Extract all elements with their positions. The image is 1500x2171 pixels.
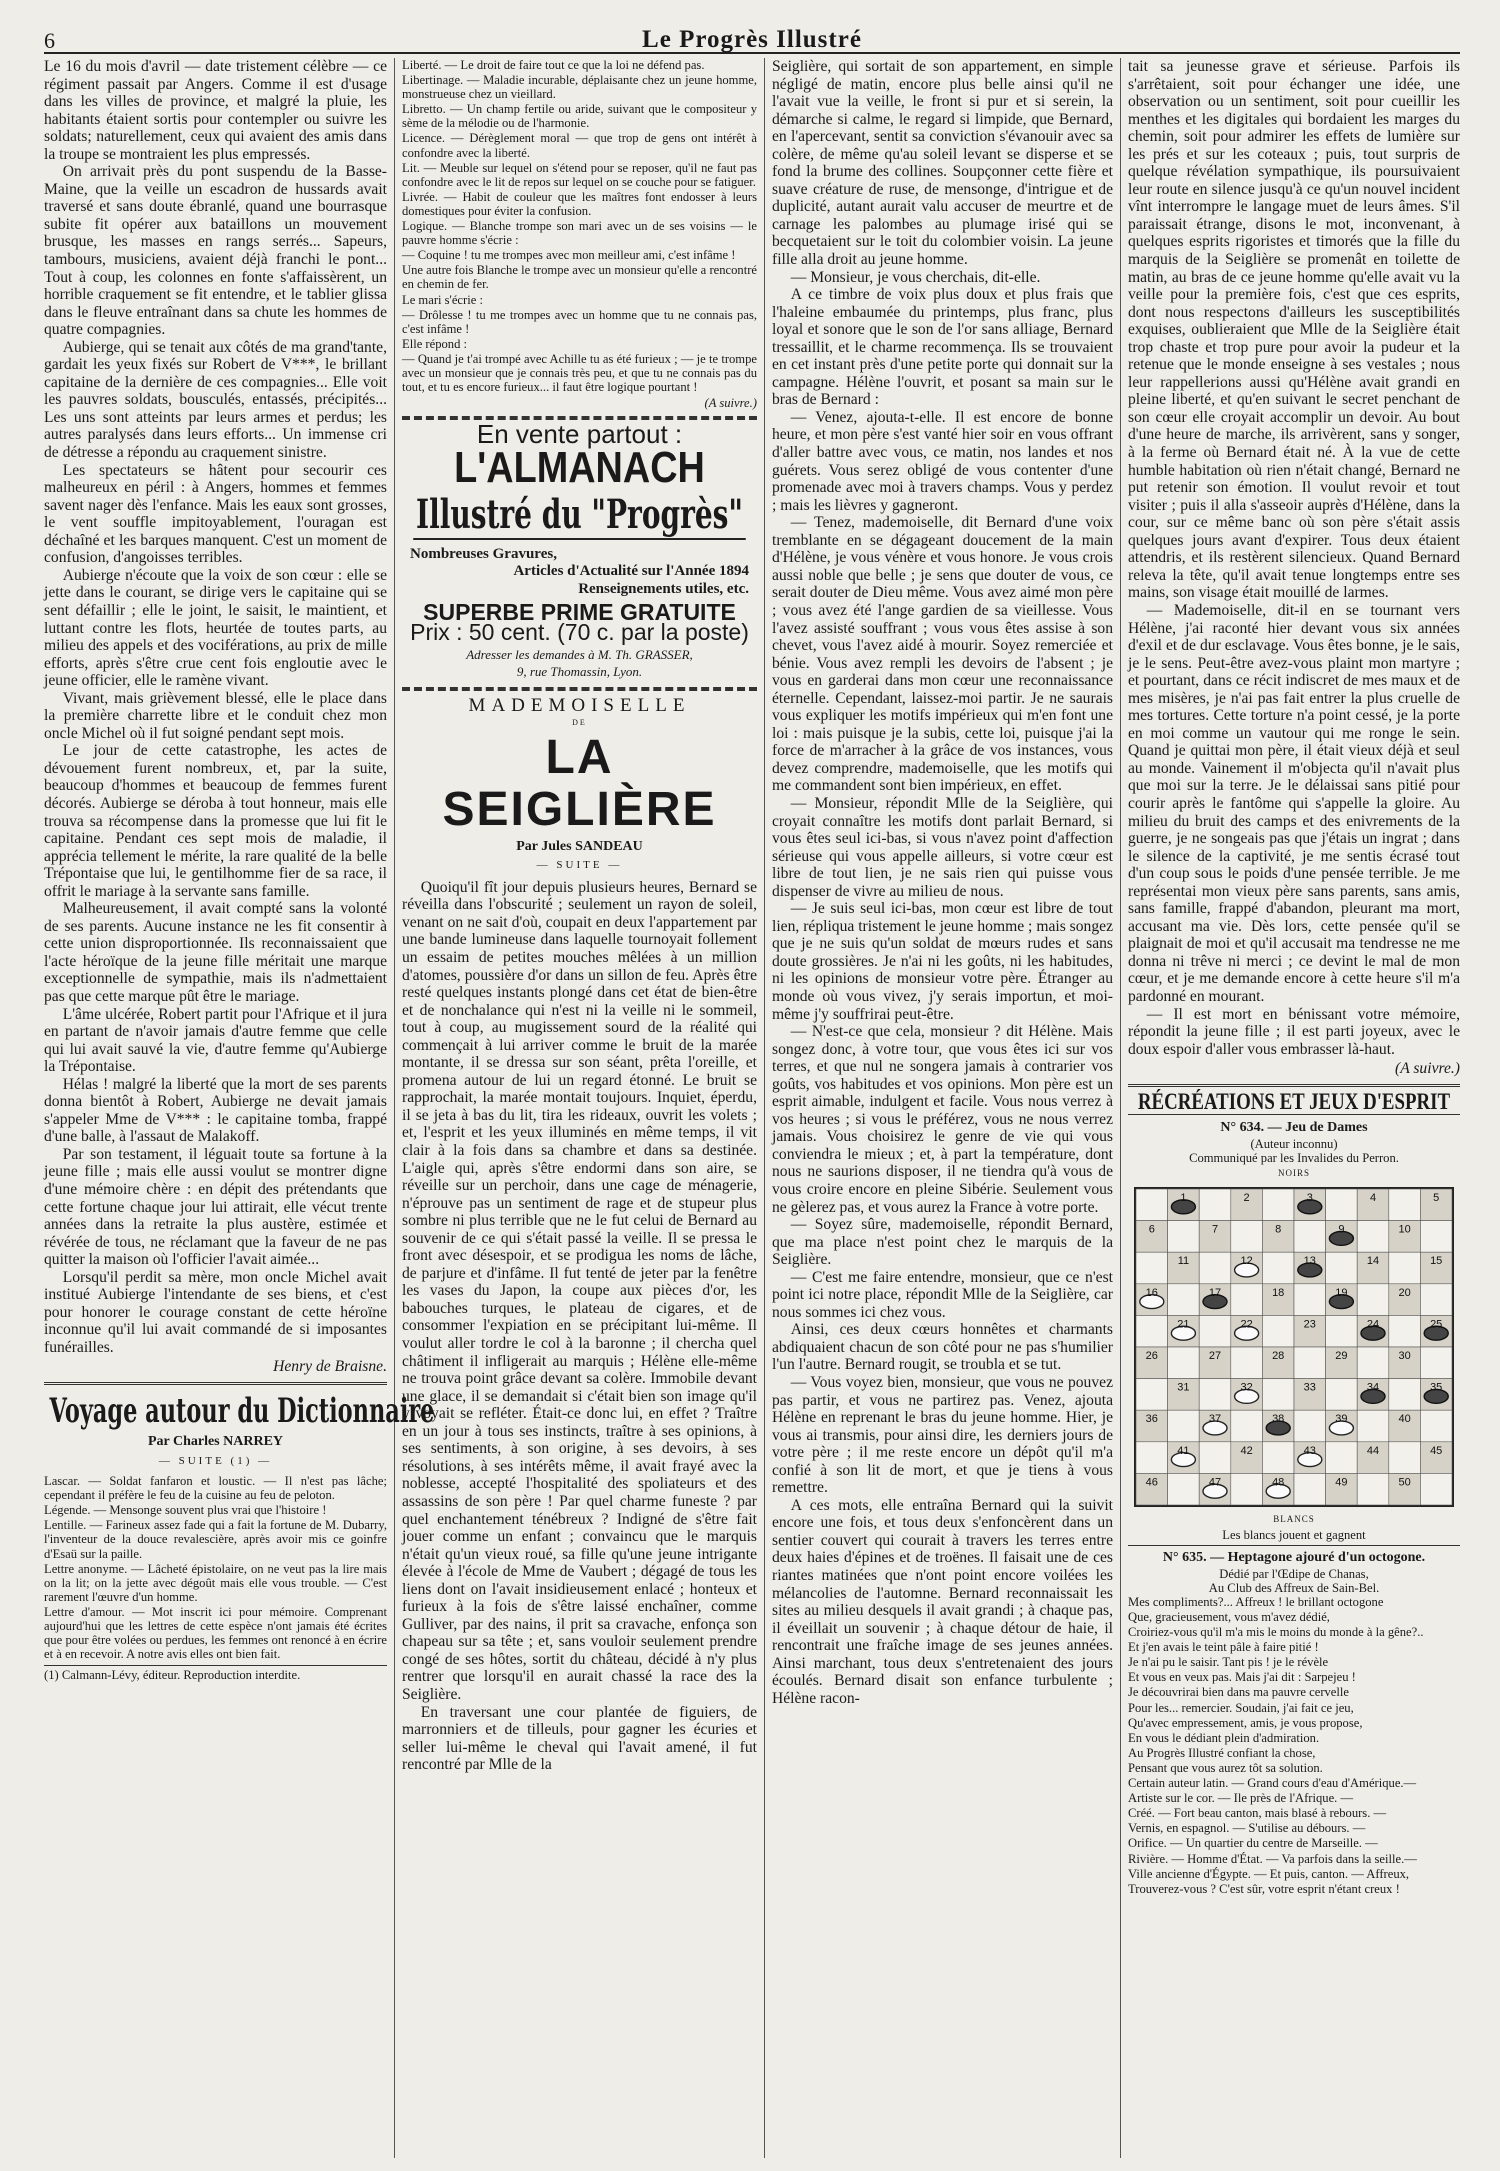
page-number: 6 [44,28,55,53]
poem-line: Et j'en avais le teint pâle à faire pitié ! [1128,1640,1319,1655]
square-number: 11 [1177,1254,1190,1267]
square-number: 24 [1366,1317,1380,1330]
light-square [1294,1220,1326,1252]
square-number: 25 [1430,1317,1443,1330]
poem-line: Pour les... remercier. Soudain, j'ai fait ce jeu, [1128,1700,1354,1715]
light-square [1199,1378,1231,1410]
dictionary-entry: Libretto. — Un champ fertile ou aride, suivant que le compositeur y sème de la mélodie ou de l'harmonie. [402,102,757,131]
paragraph: Les spectateurs se hâtent pour secourir ces malheureux en péril : à Angers, hommes et femmes savent nager dès l'enfance. Mais les eaux sont grosses, le vent souffle impitoyablement, l'ouragan est déchaîné et les barques manquent. C'est un moment de confusion, d'angoisses terribles. [44,461,387,567]
light-square [1231,1473,1263,1505]
ad-line: Nombreuses Gravures, [410,545,557,562]
square-number: 50 [1398,1475,1411,1488]
paragraph: Quoiqu'il fît jour depuis plusieurs heures, Bernard se réveilla dans l'obscurité ; seulement un rayon de soleil, venant on ne sait d'où, coupait en deux l'appartement par une bande lumineuse dans laquelle tournoyait follement un essaim de petites mouches mêlées à un million d'atomes, poussière d'or dans un sillon de feu. Après être resté quelques instants plongé dans cet état de bien-être et de nonchalance qui n'est ni la veille ni le sommeil, tout à coup, au mugissement sourd de la réalité qui commençait à lui arriver comme le bruit de la marée montante, il se dressa sur son séant, prêta l'oreille, et promena autour de lui un regard étonné. Le bruit se rapprochait, la marée montait toujours. Inquiet, éperdu, il se jeta à bas du lit, tira les rideaux, ouvrit les volets ; et, l'esprit et les yeux illuminés en même temps, il vit clair à la fois dans sa chambre et dans sa destinée. L'aigle qui, après s'être endormi dans son aire, se réveille sur un perchoir, dans une cage de ménagerie, n'éprouve pas un sentiment de rage et de stupeur plus sombre ni plus terrible que ne le fut celui de Bernard au souvenir de ce qui s'était passé la veille. Il se pressa le front avec désespoir, et se prodigua les noms de lâche, de parjure et d'infâme. Il fut tenté de jeter par la fenêtre les vases du Japon, la coupe aux pièces d'or, les babouches turques, le plateau de cigares, et de consommer l'expiation en se précipitant lui-même. Il voulut aller tordre le col à la baronne ; il chercha quel châtiment il infligerait au marquis ; Hélène elle-même ne trouva point grâce devant sa colère. Immobile devant une glace, il se demandait si c'était bien son image qu'il y voyait se refléter. Était-ce donc lui, en effet ? Traître en un jour à tous ses instincts, traître à ses opinions, à ses sentiments, à son origine, à ses devoirs, à ses résolutions, à ses intérêts même, il avait frayé avec la noblesse, accepté l'hospitalité des spoliateurs et des assassins de son père ! Par quel charme funeste ? par quel enchantement ténébreux ? Indigné de s'être fait jouer comme un enfant ; convaincu que le marquis n'était qu'un vieux roué, sa fille qu'une jeune intrigante élevée à l'école de Mme de Vaubert ; dégagé de tous les liens dont on l'avait insidieusement enlacé ; honteux et furieux à la fois de s'être laissé enchaîner, comme Gulliver, par des nains, il prit sa cravache, enfonça son chapeau sur sa tête ; et, sans vouloir seulement prendre congé de ses hôtes, sortit du château, décidé à n'y plus rentrer que lorsqu'il en aurait chassé la race des la Seiglière. [402,878,757,1703]
column-2 [394,58,764,2158]
light-square [1389,1189,1421,1221]
square-number: 31 [1177,1381,1190,1394]
light-square [1136,1378,1168,1410]
dictionary-entry: Légende. — Mensonge souvent plus vrai que l'histoire ! [44,1503,327,1518]
divider [402,687,757,691]
dictionary-entry: — Coquine ! tu me trompes avec mon meilleur ami, c'est infâme ! [402,248,736,263]
clue-line: Créé. — Fort beau canton, mais blasé à rebours. — [1128,1806,1387,1821]
square-number: 41 [1177,1444,1190,1457]
clue-line: Orifice. — Un quartier du centre de Marseille. — [1128,1836,1378,1851]
paragraph: Seiglière, qui sortait de son appartement, en simple négligé de matin, encore plus belle ainsi qu'il ne l'avait vue la veille, le front si pur et si serein, la démarche si calme, le regard si limpide, que Bernard, en l'apercevant, sentit sa conviction s'évanouir avec sa colère, de même qu'au soleil levant se disperse et se fond la brume des collines. Soupçonner cette fière et suave créature de ruse, de mensonge, d'intrigue et de duplicité, autant aurait valu accuser de meurtre et de carnage les palombes au plumage irisé qui se becquetaient sur le toit du colombier voisin. La jeune fille alla droit au jeune homme. [772,58,1113,269]
square-number: 7 [1211,1223,1219,1236]
light-square [1231,1347,1263,1379]
square-number: 17 [1208,1286,1222,1299]
square-number: 32 [1240,1381,1253,1394]
voyage-byline: Par Charles NARREY [147,1434,284,1450]
paragraph: Hélas ! malgré la liberté que la mort de ses parents donna bientôt à Robert, Aubierge ne devait jamais s'appeler Mme de V*** : le capitaine tomba, frappé d'une balle, à l'assaut de Malakoff. [44,1075,387,1146]
poem-line: Je n'ai pu le saisir. Tant pis ! je le révèle [1128,1655,1329,1670]
light-square [1420,1220,1452,1252]
poem-line: Mes compliments?... Affreux ! le brillant octogone [1128,1594,1384,1609]
paragraph: A ces mots, elle entraîna Bernard qui la suivit encore une fois, et tous deux s'enfoncèrent dans un sentier couvert qui courait à travers les terres entre deux haies d'épines et de troënes. Il faisait une de ces riantes matinées que n'ont point encore voilées les mélancolies de l'automne. Bernard reconnaissait les sites au milieu desquels il avait grandi ; à chaque pas, il éveillait un souvenir ; à chaque détour de haie, il rencontrait une fraîche image de ses jeunes années. Ainsi marchant, tous deux s'entretenaient des jours écoulés. Bernard disait son enfance turbulente ; Hélène racon- [772,1496,1113,1707]
page-header [44,26,1460,54]
light-square [1294,1410,1326,1442]
dictionary-entry: Lascar. — Soldat fanfaron et loustic. — Il n'est pas lâche; cependant il préfère le feu de la cuisine au feu de peloton. [44,1474,387,1503]
poem-line: Je découvrirai bien dans ma pauvre cervelle [1128,1685,1349,1700]
ad-headline: Illustré du "Progrès" [413,492,746,540]
divider [44,1665,387,1666]
square-number: 39 [1335,1412,1348,1425]
square-number: 5 [1433,1191,1440,1204]
square-number: 13 [1303,1254,1316,1267]
ad-address: Adresser les demandes à M. Th. GRASSER, [466,646,693,662]
clue-line: Artiste sur le cor. — Ile près de l'Afrique. — [1128,1791,1354,1806]
dictionary-entry: Lit. — Meuble sur lequel on s'étend pour se reposer, qu'il ne faut pas confondre avec le lit de repos sur lequel on se couche pour se fatiguer. [402,160,757,189]
square-number: 28 [1272,1349,1285,1362]
serial-mademoiselle: MADEMOISELLE [468,694,691,716]
light-square [1357,1410,1389,1442]
square-number: 45 [1430,1444,1443,1457]
light-square [1136,1315,1168,1347]
paragraph: — C'est me faire entendre, monsieur, que ce n'est point ici notre place, répondit Mlle de la Seiglière, car nous sommes ici chez vous. [772,1268,1113,1321]
square-number: 14 [1366,1254,1380,1267]
ad-price: Prix : 50 cent. (70 c. par la poste) [410,618,749,645]
square-number: 1 [1180,1191,1187,1204]
problem-634-title: N° 634. — Jeu de Dames [1220,1120,1368,1136]
story-braisne [44,58,387,1376]
square-number: 12 [1240,1254,1253,1267]
light-square [1420,1410,1452,1442]
square-number: 49 [1335,1475,1348,1488]
poem-line: Qu'avec empressement, amis, je vous propose, [1128,1715,1363,1730]
square-number: 44 [1366,1444,1380,1457]
light-square [1357,1473,1389,1505]
light-square [1168,1347,1200,1379]
voyage-suite: — SUITE (1) — [158,1454,273,1467]
square-number: 23 [1303,1317,1316,1330]
serial-de: DE [572,718,587,728]
paragraph: En traversant une cour plantée de figuiers, de marronniers et de tilleuls, pour gagner les écuries et seller lui-même le cheval qui l'avait amené, il fut rencontré par Mlle de la [402,1703,757,1774]
dictionary-entry: Lettre anonyme. — Lâcheté épistolaire, on ne veut pas la lire mais on la lit; on la jette avec dégoût mais elle vous trouble. — C'est rarement l'œuvre d'un homme. [44,1561,387,1604]
problem-634-author: (Auteur inconnu) [1250,1136,1338,1151]
square-number: 42 [1240,1444,1253,1457]
paragraph: — Il est mort en bénissant votre mémoire, répondit la jeune fille ; il est parti joyeux, avec le doux espoir d'aller vous embrasser là-haut. [1128,1005,1460,1058]
square-number: 29 [1335,1349,1348,1362]
light-square [1231,1410,1263,1442]
dictionary-entry: Logique. — Blanche trompe son mari avec un de ses voisins — le pauvre homme s'écrie : [402,219,757,248]
serial-title: LA SEIGLIÈRE [442,730,717,836]
square-number: 10 [1398,1223,1411,1236]
square-number: 8 [1275,1223,1282,1236]
square-number: 2 [1243,1191,1250,1204]
light-square [1168,1220,1200,1252]
divider [44,1382,387,1385]
ad-headline: L'ALMANACH [454,442,705,492]
light-square [1294,1473,1326,1505]
problem-635-poem [1128,1595,1460,1896]
square-number: 43 [1303,1444,1316,1457]
paragraph: L'âme ulcérée, Robert partit pour l'Afrique et il jura en partant de n'avoir jamais d'autre femme que celle qui lui avait sauvé la vie, d'autre femme qu'Aubierge la Trépontaise. [44,1005,387,1076]
light-square [1231,1283,1263,1315]
square-number: 27 [1208,1349,1222,1362]
ad-address: 9, rue Thomassin, Lyon. [516,664,643,680]
paragraph: Malheureusement, il avait compté sans la volonté de ses parents. Aucune instance ne les fit consentir à cette union disproportionnée. Ils reconnaissaient que l'acte héroïque de la jeune fille méritait une marque exceptionnelle de sympathie, mais ils n'admettaient pas que cette marque pût être le mariage. [44,900,387,1005]
square-number: 22 [1240,1317,1253,1330]
square-number: 9 [1338,1223,1345,1236]
square-number: 6 [1148,1223,1155,1236]
divider [1128,1084,1460,1087]
light-square [1357,1347,1389,1379]
dictionary-entry: — Quand je t'ai trompé avec Achille tu as été furieux ; — je te trompe avec un monsieur que je connais très peu, et que tu ne connais pas du tout, et tu es encore furieux... il faut être logique pourtant ! [402,351,757,395]
ad-prime: SUPERBE PRIME GRATUITE [423,599,736,626]
light-square [1389,1252,1421,1284]
footnote: (1) Calmann-Lévy, éditeur. Reproduction interdite. [44,1668,301,1683]
dictionary-entries [44,1474,387,1661]
light-square [1420,1347,1452,1379]
paragraph: Vivant, mais grièvement blessé, elle le place dans la première charrette libre et le conduit chez mon oncle Michel où il fut soigné pendant sept mois. [44,689,387,742]
light-square [1357,1220,1389,1252]
square-number: 3 [1306,1191,1313,1204]
square-number: 34 [1366,1381,1380,1394]
dictionary-entry: Le mari s'écrie : [402,292,483,307]
paragraph: Ainsi, ces deux cœurs honnêtes et charmants abdiquaient chacun de son côté pour ne pas s'humilier l'un l'autre. Bernard rougit, se troubla et se tut. [772,1321,1113,1374]
square-number: 20 [1398,1286,1411,1299]
clue-line: Vernis, en espagnol. — S'utilise au débours. — [1128,1821,1366,1836]
ad-line: Renseignements utiles, etc. [578,580,749,597]
paragraph: — Monsieur, je vous cherchais, dit-elle. [790,268,1041,286]
light-square [1199,1252,1231,1284]
poem-line: Au Progrès Illustré confiant la chose, [1128,1745,1316,1760]
serial-suite: — SUITE — [536,859,623,872]
light-square [1389,1315,1421,1347]
paragraph: — N'est-ce que cela, monsieur ? dit Hélène. Mais songez donc, à votre tour, que vous êtes ici sur vos terres, et que nul ne songera jamais à contrarier vos goûts, vos habitudes et vos opinions. Mon père est un esprit aimable, indulgent et facile. Vous nous verrez à vos heures ; si vous le préférez, vous ne nous verrez jamais. Vous choisirez le genre de vie qui vous conviendra le mieux ; et, à part la température, dont nous ne saurions disposer, il ne tiendra qu'à vous de vous croire encore en pleine Sibérie. Seulement vous ne gèlerez pas, et vous aurez la France à votre porte. [772,1023,1113,1216]
light-square [1168,1473,1200,1505]
dictionary-entry: Livrée. — Habit de couleur que les maîtres font endosser à leurs domestiques pour éviter la confusion. [402,189,757,218]
board-label-bottom: BLANCS [1273,1513,1315,1524]
to-be-continued: (A suivre.) [1395,1060,1460,1078]
light-square [1326,1315,1358,1347]
dictionary-entries-continued [402,58,757,410]
light-square [1294,1283,1326,1315]
paragraph: — Tenez, mademoiselle, dit Bernard d'une voix tremblante en se dégageant doucement de la main d'Hélène, je vous vénère et vous honore. Je vous crois aussi noble que belle ; je sens que douter de vous, ce serait douter de Dieu même. Vous avez aimé mon père ; vous avez été l'ange gardien de sa vieillesse. Vous l'avez assisté souffrant ; vous vous êtes assise à son chevet, vous l'avez aidé à mourir. Soyez remerciée et bénie. Vous avez rempli les devoirs de l'absent ; je vous en garderai dans mon cœur une reconnaissance éternelle. Cependant, laissez-moi partir. Je ne saurais vous expliquer les motifs impérieux qui m'en font une loi : mais puisque je la subis, cette loi, puisque j'ai la force de m'arracher à la grâce de vos instances, vous devez comprendre, mademoiselle, que les motifs qui me commandent sont bien impérieux, en effet. [772,514,1113,795]
light-square [1262,1189,1294,1221]
light-square [1389,1441,1421,1473]
light-square [1357,1283,1389,1315]
square-number: 18 [1272,1286,1285,1299]
light-square [1262,1441,1294,1473]
poem-line: Que, gracieusement, vous m'avez dédié, [1128,1610,1330,1625]
light-square [1326,1189,1358,1221]
light-square [1168,1283,1200,1315]
board-label-top: NOIRS [1277,1168,1310,1178]
square-number: 37 [1208,1412,1222,1425]
dictionary-entry: Licence. — Dérèglement moral — que trop de gens ont intérêt à confondre avec la liberté. [402,131,757,160]
light-square [1136,1189,1168,1221]
clue-line: Rivière. — Homme d'État. — Va parfois dans la seille.— [1128,1851,1417,1866]
paragraph: Le 16 du mois d'avril — date tristement célèbre — ce régiment passait par Angers. Comme il est d'usage dans les villes de province, et malgré la pluie, les habitants étaient sortis pour contempler ou suivre les soldats; naturellement, ceux qui avaient des amis dans la troupe se montraient les plus empressés. [44,58,387,163]
square-number: 15 [1430,1254,1443,1267]
paragraph: On arrivait près du pont suspendu de la Basse-Maine, que la veille un escadron de hussards avait traversé et sans doute ébranlé, quand une bourrasque subite fit opérer aux bataillons un mouvement brusque, les masses en rangs serrés... Sapeurs, tambours, musiciens, avaient déjà franchi le pont... Tout à coup, les colonnes en fonte s'affaissèrent, un horrible craquement se fit entendre, et le tablier glissa dans le fleuve entraînant dans sa chute les hommes de quatre compagnies. [44,163,387,339]
to-be-continued: (A suivre.) [704,396,757,411]
dictionary-entry: Une autre fois Blanche le trompe avec un monsieur qu'elle a rencontré en chemin de fer. [402,263,757,292]
paragraph: tait sa jeunesse grave et sérieuse. Parfois ils s'arrêtaient, soit pour échanger une idée, une observation ou un sentiment, soit pour cueillir les menthes et les digitales qui bordaient les marges du chemin, soit pour admirer les effets de lumière sur les prés et sur les coteaux ; puis, tout surpris de quelque révélation sympathique, ils poursuivaient leur route en silence jusqu'à ce qu'un nouvel incident vînt interrompre le langage muet de leurs âmes. S'il paraissait étrange, disons le mot, inconvenant, à quelques esprits rigoristes et timorés que la fille du marquis de la Seiglière se promenât en toilette de matin, au bras de ce jeune homme qu'elle avait vu la veille pour la première fois, c'est que ces esprits, dont nous respectons d'ailleurs les susceptibilités exquises, oublieraient que Mlle de la Seiglière était trop chaste et trop pure pour avoir la pudeur et la retenue que le monde enseigne à ses vestales ; nous leur rappellerions aussi qu'Hélène avait grandi en pleine liberté, et qu'en suivant le secret penchant de son cœur elle croyait accomplir un devoir. Au bout d'une heure de marche, ils arrivèrent, sans y songer, à la ferme où Bernard était né. À la vue de cette humble habitation où rien n'était changé, Bernard ne put retenir son émotion. Il voulut revoir et tout visiter ; puis il alla s'asseoir auprès d'Hélène, dans la cour, sur ce même banc où son père s'était assis quelques jours avant d'expirer. Tous deux étaient attendris, et ils restèrent silencieux. Quand Bernard releva la tête, qu'il avait tenue longtemps entre ses mains, son visage était mouillé de larmes. [1128,58,1460,602]
problem-634-credit: Communiqué par les Invalides du Perron. [1189,1150,1399,1165]
poem-line: Et vous en veux pas. Mais j'ai dit : Sarpejeu ! [1128,1670,1356,1685]
square-number: 4 [1369,1191,1377,1204]
dictionary-entry: Liberté. — Le droit de faire tout ce que la loi ne défend pas. [402,58,705,72]
dictionary-entry: Lettre d'amour. — Mot inscrit ici pour mémoire. Comprenant aujourd'hui que les lettres de cette espèce n'ont jamais été écrites que pour être volées ou perdues, les femmes ont renoncé à en écrire et à en recevoir. A notre avis elles ont bien fait. [44,1604,387,1662]
light-square [1199,1441,1231,1473]
poem-line: En vous le dédiant plein d'admiration. [1128,1730,1320,1745]
divider [1128,1545,1460,1546]
paragraph: — Soyez sûre, mademoiselle, répondit Bernard, que ma place n'est point chez le marquis de la Seiglière. [772,1216,1113,1269]
paragraph: — Monsieur, répondit Mlle de la Seiglière, qui croyait connaître les motifs dont parlait Bernard, si vous êtes seul ici-bas, si vous n'avez point d'affection sérieuse qui vous appelle ailleurs, si votre cœur est libre de tout lien, je ne sais rien qui puisse vous dispenser de vivre au milieu de nous. [772,794,1113,900]
paragraph: Le jour de cette catastrophe, les actes de dévouement furent nombreux, et, par la suite, beaucoup d'hommes et beaucoup de femmes furent décorés. Aubierge se déroba à tout honneur, mais elle trouva sa récompense dans la promesse que lui fit le capitaine. Pendant ces sept mois de maladie, il apprécia tellement le mérite, la rare qualité de la belle Trépontaise que lui, le gentilhomme fier de sa race, il offrit le mariage à la servante sans famille. [44,742,387,900]
light-square [1231,1220,1263,1252]
column-4 [1120,58,1460,2158]
light-square [1262,1315,1294,1347]
light-square [1168,1410,1200,1442]
problem-635-title: N° 635. — Heptagone ajouré d'un octogone. [1162,1550,1426,1566]
light-square [1136,1441,1168,1473]
square-number: 16 [1145,1286,1158,1299]
column-3 [764,58,1120,2158]
light-square [1389,1378,1421,1410]
dictionary-entry: Elle répond : [402,336,468,351]
paragraph: Aubierge n'écoute que la voix de son cœur : elle se jette dans le courant, se dirige vers le capitaine qui se sent défaillir ; elle le joint, le saisit, le maintient, et luttant contre les flots, heurtée de toutes parts, au milieu des appels et des vociférations, au prix de mille efforts, après s'être crue cent fois engloutie avec le jeune officier, elle le ramène vivant. [44,566,387,690]
square-number: 48 [1272,1475,1285,1488]
paragraph: Par son testament, il léguait toute sa fortune à la jeune fille ; mais elle aussi voulut se montrer digne d'une mémoire chère : en dépit des prétendants que cette fortune chaque jour lui attirait, elle vécut trente années dans la retraite la plus austère, estimée et révérée de tous, ne réclamant que la faveur de ne pas quitter la maison où l'officier l'avait aimée... [44,1145,387,1269]
square-number: 33 [1303,1381,1316,1394]
recreations-title: RÉCRÉATIONS ET JEUX D'ESPRIT [1137,1088,1451,1114]
square-number: 21 [1177,1317,1190,1330]
light-square [1326,1252,1358,1284]
author-signature: Henry de Braisne. [273,1358,387,1376]
poem-line: Croiriez-vous qu'il m'a mis le moins du monde à la gêne?.. [1128,1625,1424,1640]
square-number: 47 [1208,1475,1222,1488]
draughts-board [1134,1187,1454,1507]
light-square [1420,1473,1452,1505]
problem-635-dedication: Dédié par l'Œdipe de Chanas, [1219,1566,1369,1581]
problem-635-club: Au Club des Affreux de Sain-Bel. [1208,1580,1380,1595]
square-number: 38 [1272,1412,1285,1425]
paragraph: — Je suis seul ici-bas, mon cœur est libre de tout lien, répliqua tristement le jeune homme ; mais songez que je ne suis qu'un soldat de mœurs rudes et sans doute grossières. Je n'ai ni les goûts, ni les habitudes, ni les opinions de monsieur votre père. Étranger au monde où vous vivez, j'y serais importun, et moi-même j'y souffrirai peut-être. [772,900,1113,1023]
clue-line: Certain auteur latin. — Grand cours d'eau d'Amérique.— [1128,1776,1417,1791]
clue-line: Trouverez-vous ? C'est sûr, votre esprit n'étant creux ! [1128,1881,1400,1896]
light-square [1199,1315,1231,1347]
divider [1128,1114,1460,1115]
almanach-advertisement [402,419,757,680]
ad-line: Articles d'Actualité sur l'Année 1894 [513,563,749,580]
paragraph: Aubierge, qui se tenait aux côtés de ma grand'tante, gardait les yeux fixés sur Robert de V***, le brillant capitaine de la dernière de ces compagnies... Elle voit les pauvres soldats, bousculés, entassés, précipités... Les uns sont atteints par leurs armes et perdus; les autres paralysés dans leurs efforts... Un immense cri de détresse a répondu au craquement sinistre. [44,338,387,462]
paragraph: A ce timbre de voix plus doux et plus frais que l'haleine embaumée du printemps, plus franc, plus loyal et sonore que le son de l'or sans alliage, Bernard tressaillit, et le charme recommença. Ils se trouvaient en cet instant près d'une petite porte qui donnait sur la campagne. Hélène l'ouvrit, et posant sa main sur le bras de Bernard : [772,286,1113,409]
light-square [1420,1283,1452,1315]
serial-byline: Par Jules SANDEAU [516,838,643,854]
paragraph: Lorsqu'il perdit sa mère, mon oncle Michel avait institué Aubierge l'intendante de ses biens, et c'est pour honorer le courage constant de cette héroïne inconnue qu'il lui avait commandé de si imposantes funérailles. [44,1268,387,1356]
masthead-title: Le Progrès Illustré [642,26,862,53]
board-caption: Les blancs jouent et gagnent [1222,1528,1366,1543]
light-square [1136,1252,1168,1284]
dictionary-entry: — Drôlesse ! tu me trompes avec un homme que tu ne connais pas, c'est infâme ! [402,307,757,336]
dictionary-entry: Libertinage. — Maladie incurable, déplaisante chez un jeune homme, monstrueuse chez un vieillard. [402,73,757,102]
paragraph: — Vous voyez bien, monsieur, que vous ne pouvez pas partir, et vous ne partirez pas. Venez, ajouta Hélène en reprenant le bras du jeune homme. Hier, je vous ai transmis, pour ainsi dire, les derniers jours de votre père ; il me reste encore un dépôt qu'il m'a confié à son lit de mort, et que je tiens à vous remettre. [772,1374,1113,1497]
light-square [1326,1378,1358,1410]
light-square [1262,1252,1294,1284]
square-number: 36 [1145,1412,1158,1425]
square-number: 26 [1145,1349,1158,1362]
paragraph: — Venez, ajouta-t-elle. Il est encore de bonne heure, et mon père s'est vanté hier soir en vous offrant d'aller battre avec vous, ce matin, nos landes et nos guérets. Vous serez obligé de vous contenter d'une promenade avec moi à travers champs. Vous y perdez ; mais les lièvres y gagneront. [772,408,1113,514]
paragraph: — Mademoiselle, dit-il en se tournant vers Hélène, j'ai raconté hier devant vous six années d'exil et de dur esclavage. Vous êtes bonne, je le sais, je le sens. Peut-être avez-vous plaint mon martyre ; et pourtant, dans ce récit indiscret de mes maux et de mes misères, je n'ai pas fait entrer la plus cruelle de mes tortures. Cette torture n'a point cessé, je la porte en moi comme un vautour qui me ronge le sein. Quand je quittai mon père, il était vieux déjà et seul au monde. Vainement il m'objecta qu'il n'avait plus que moi sur la terre. Je le délaissai sans pitié pour courir après le fantôme qui s'appelle la gloire. Au milieu du bruit des camps et des enivrements de la guerre, je ne songeais pas que j'étais un ingrat ; dans le silence de la captivité, je me sentis écrasé tout d'un coup sous le poids d'une pensée terrible. Je me représentai mon vieux père sans parents, sans amis, sans famille, frappé d'abandon, pleurant ma mort, accusant ma vie. Dès lors, cette pensée qu'il se plaignait de moi et qu'il accusait ma tendresse ne me donna ni trêve ni merci ; ce devint le mal de mon cœur, et je me demande encore à cette heure s'il m'a pardonné en mourant. [1128,601,1460,1005]
dictionary-entry: Lentille. — Farineux assez fade qui a fait la fortune de M. Dubarry, l'inventeur de la douce revalescière, après avoir mis ce goinfre d'Esaü sur la paille. [44,1518,387,1561]
light-square [1262,1378,1294,1410]
clue-line: Ville ancienne d'Égypte. — Et puis, canton. — Affreux, [1128,1866,1410,1881]
light-square [1326,1441,1358,1473]
poem-line: Pensant que vous aurez tôt sa solution. [1128,1760,1323,1775]
square-number: 35 [1430,1381,1443,1394]
voyage-title: Voyage autour du Dictionnaire [49,1391,435,1432]
square-number: 40 [1398,1412,1411,1425]
square-number: 30 [1398,1349,1411,1362]
light-square [1294,1347,1326,1379]
light-square [1199,1189,1231,1221]
square-number: 19 [1335,1286,1348,1299]
ad-line: En vente partout : [476,419,683,450]
square-number: 46 [1145,1475,1158,1488]
